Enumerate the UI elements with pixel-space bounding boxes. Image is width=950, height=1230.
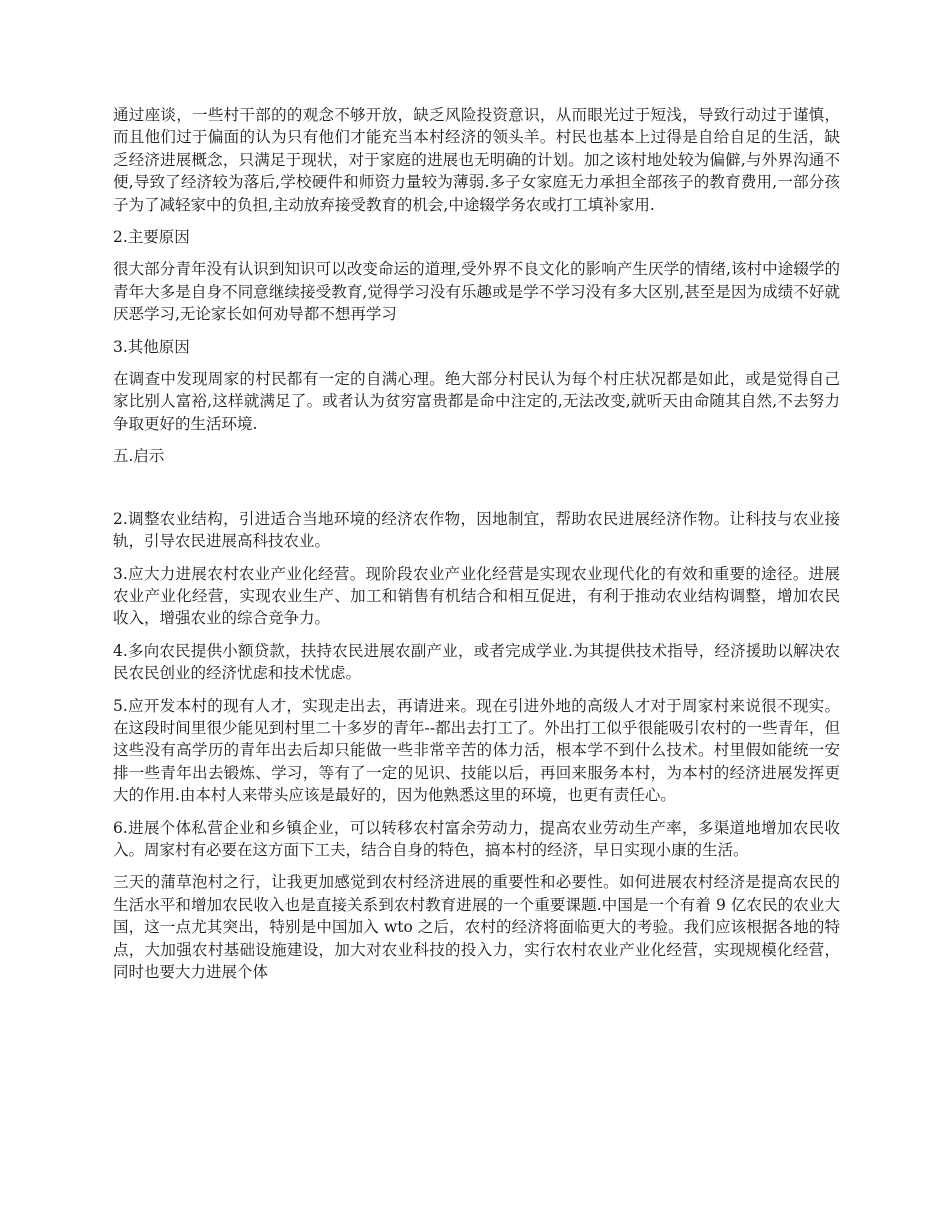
paragraph-main-reason: 很大部分青年没有认识到知识可以改变命运的道理,受外界不良文化的影响产生厌学的情绪,该村中途辍学的青年大多是自身不同意继续接受教育,觉得学习没有乐趣或是学不学习没有多大区别,甚至是因为成绩不好就厌恶学习,无论家长如何劝导都不想再学习 [113,260,840,324]
paragraph-other-reason: 在调查中发现周家的村民都有一定的自满心理。绝大部分村民认为每个村庄状况都是如此，或是觉得自己家比别人富裕,这样就满足了。或者认为贫穷富贵都是命中注定的,无法改变,就听天由命随其自然,不去努力争取更好的生活环境. [113,370,840,433]
blank-gap [113,478,840,508]
list-item-6: 6.进展个体私营企业和乡镇企业，可以转移农村富余劳动力，提高农业劳动生产率，多渠道地增加农民收入。周家村有必要在这方面下工夫，结合自身的特色，搞本村的经济，早日实现小康的生活。 [113,818,840,859]
paragraph-conclusion: 三天的蒲草泡村之行，让我更加感觉到农村经济进展的重要性和必要性。如何进展农村经济是提高农民的生活水平和增加农民收入也是直接关系到农村教育进展的一个重要课题.中国是一个有着 9 亿农民的农业大国，这一点尤其突出，特别是中国加入 wto 之后，农村的经济将面临更大的考验。我们应该根据各地的特点，大加强农村基础设施建设，加大对农业科技的投入力，实行农村农业产业化经营，实现规模化经营，同时也要大力进展个体 [113,873,840,981]
paragraph-discussion: 通过座谈，一些村干部的的观念不够开放，缺乏风险投资意识，从而眼光过于短浅，导致行动过于谨慎，而且他们过于偏面的认为只有他们才能充当本村经济的领头羊。村民也基本上过得是自给自足的生活，缺乏经济进展概念，只满足于现状，对于家庭的进展也无明确的计划。加之该村地处较为偏僻,与外界沟通不便,导致了经济较为落后,学校硬件和师资力量较为薄弱.多子女家庭无力承担全部孩子的教育费用,一部分孩子为了减轻家中的负担,主动放弃接受教育的机会,中途辍学务农或打工填补家用. [113,106,840,214]
heading-enlightenment: 五.启示 [113,447,165,466]
document-body [113,104,840,993]
heading-other-reason: 3.其他原因 [113,337,190,356]
list-item-3: 3.应大力进展农村农业产业化经营。现阶段农业产业化经营是实现农业现代化的有效和重要的途径。进展农业产业化经营，实现农业生产、加工和销售有机结合和相互促进，有利于推动农业结构调整，增加农民收入，增强农业的综合竞争力。 [113,564,840,628]
list-item-4: 4.多向农民提供小额贷款，扶持农民进展农副产业，或者完成学业.为其提供技术指导，经济援助以解决农民农民创业的经济忧虑和技术忧虑。 [113,641,840,683]
list-item-5: 5.应开发本村的现有人才，实现走出去，再请进来。现在引进外地的高级人才对于周家村来说很不现实。在这段时间里很少能见到村里二十多岁的青年--都出去打工了。外出打工似乎很能吸引农村的一些青年，但这些没有高学历的青年出去后却只能做一些非常辛苦的体力活，根本学不到什么技术。村里假如能统一安排一些青年出去锻炼、学习，等有了一定的见识、技能以后，再回来服务本村，为本村的经济进展发挥更大的作用.由本村人来带头应该是最好的，因为他熟悉这里的环境，也更有责任心。 [113,696,840,805]
heading-main-reason: 2.主要原因 [113,228,190,247]
list-item-2: 2.调整农业结构，引进适合当地环境的经济农作物，因地制宜，帮助农民进展经济作物。让科技与农业接轨，引导农民进展高科技农业。 [113,509,840,551]
